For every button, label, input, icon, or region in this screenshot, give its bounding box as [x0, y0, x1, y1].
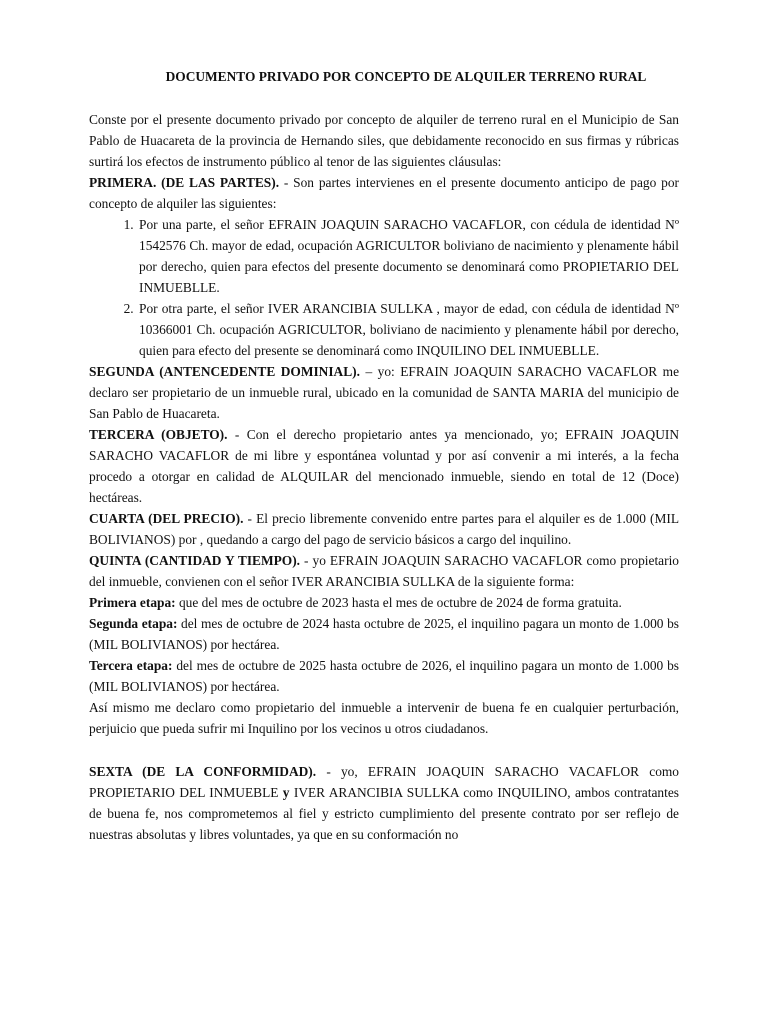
clause-sexta [89, 761, 679, 845]
etapa-label: Segunda etapa: [89, 616, 178, 631]
clause-heading: SEGUNDA (ANTENCEDENTE DOMINIAL). [89, 364, 360, 379]
intro-paragraph: Conste por el presente documento privado por concepto de alquiler de terreno rural en el Municipio de San Pablo de Huacareta de la provincia de Hernando siles, que debidamente reconocido en sus firmas y rúbricas surtirá los efectos de instrumento público al tenor de las siguientes cláusulas: [89, 112, 679, 169]
clause-cuarta [89, 508, 679, 550]
etapa-label: Tercera etapa: [89, 658, 173, 673]
clause-segunda [89, 361, 679, 424]
etapa-text: que del mes de octubre de 2023 hasta el mes de octubre de 2024 de forma gratuita. [175, 595, 622, 610]
etapa-segunda [89, 613, 679, 655]
etapa-text: del mes de octubre de 2025 hasta octubre de 2026, el inquilino pagara un monto de 1.000 bs (MIL BOLIVIANOS) por hectárea. [89, 658, 679, 694]
etapa-primera [89, 592, 679, 613]
clause-heading: PRIMERA. (DE LAS PARTES). [89, 175, 280, 190]
list-item: 1. Por una parte, el señor EFRAIN JOAQUIN SARACHO VACAFLOR, con cédula de identidad Nº 1542576 Ch. mayor de edad, ocupación AGRICULTOR boliviano de nacimiento y plenamente hábil por derecho, quien para efectos del presente documento se denominará como PROPIETARIO DEL INMUEBLLE. [137, 214, 679, 298]
list-item: 2. Por otra parte, el señor IVER ARANCIBIA SULLKA , mayor de edad, con cédula de identidad Nº 10366001 Ch. ocupación AGRICULTOR, boliviano de nacimiento y plenamente hábil por derecho, quien para efecto del presente se denominará como INQUILINO DEL INMUEBLLE. [137, 298, 679, 361]
clause-heading: TERCERA (OBJETO). [89, 427, 228, 442]
clause-text: IVER ARANCIBIA SULLKA como INQUILINO, ambos contratantes de buena fe, nos comprometemos al fiel y estricto cumplimiento del presente contrato por ser reflejo de nuestras absolutas y libres voluntades, ya que en su conformación no [89, 785, 679, 842]
clause-primera [89, 172, 679, 214]
clause-bold-conjunction: y [282, 785, 290, 800]
paragraph-spacer [89, 739, 679, 761]
clause-text: - El precio libremente convenido entre partes para el alquiler es de 1.000 (MIL BOLIVIANOS) por , quedando a cargo del pago de servicio básicos a cargo del inquilino. [89, 511, 680, 547]
clause-quinta [89, 550, 679, 592]
quinta-closing: Así mismo me declaro como propietario del inmueble a intervenir de buena fe en cualquier perturbación, perjuicio que pueda sufrir mi Inquilino por los vecinos u otros ciudadanos. [89, 700, 679, 736]
parties-list [89, 214, 679, 361]
clause-text: - Son partes intervienes en el presente documento anticipo de pago por concepto de alquiler las siguientes: [89, 175, 679, 211]
clause-text: - yo EFRAIN JOAQUIN SARACHO VACAFLOR como propietario del inmueble, convienen con el señor IVER ARANCIBIA SULLKA de la siguiente forma: [89, 553, 679, 589]
clause-heading: QUINTA (CANTIDAD Y TIEMPO). [89, 553, 301, 568]
clause-text: - Con el derecho propietario antes ya mencionado, yo; EFRAIN JOAQUIN SARACHO VACAFLOR de mi libre y espontánea voluntad y por así convenir a mi interés, a la fecha procedo a otorgar en calidad de ALQUILAR del mencionado inmueble, siendo en total de 12 (Doce) hectáreas. [89, 427, 679, 505]
document-body [89, 109, 679, 845]
clause-heading: SEXTA (DE LA CONFORMIDAD). [89, 764, 317, 779]
etapa-tercera [89, 655, 679, 697]
clause-text: – yo: EFRAIN JOAQUIN SARACHO VACAFLOR me declaro ser propietario de un inmueble rural, ubicado en la comunidad de SANTA MARIA del municipio de San Pablo de Huacareta. [89, 364, 680, 421]
clause-tercera [89, 424, 679, 508]
clause-text: - yo, EFRAIN JOAQUIN SARACHO VACAFLOR como PROPIETARIO DEL INMUEBLE [89, 764, 680, 800]
clause-heading: CUARTA (DEL PRECIO). [89, 511, 244, 526]
document-title: DOCUMENTO PRIVADO POR CONCEPTO DE ALQUILER TERRENO RURAL [165, 69, 647, 84]
etapa-label: Primera etapa: [89, 595, 176, 610]
etapa-text: del mes de octubre de 2024 hasta octubre de 2025, el inquilino pagara un monto de 1.000 bs (MIL BOLIVIANOS) por hectárea. [89, 616, 679, 652]
